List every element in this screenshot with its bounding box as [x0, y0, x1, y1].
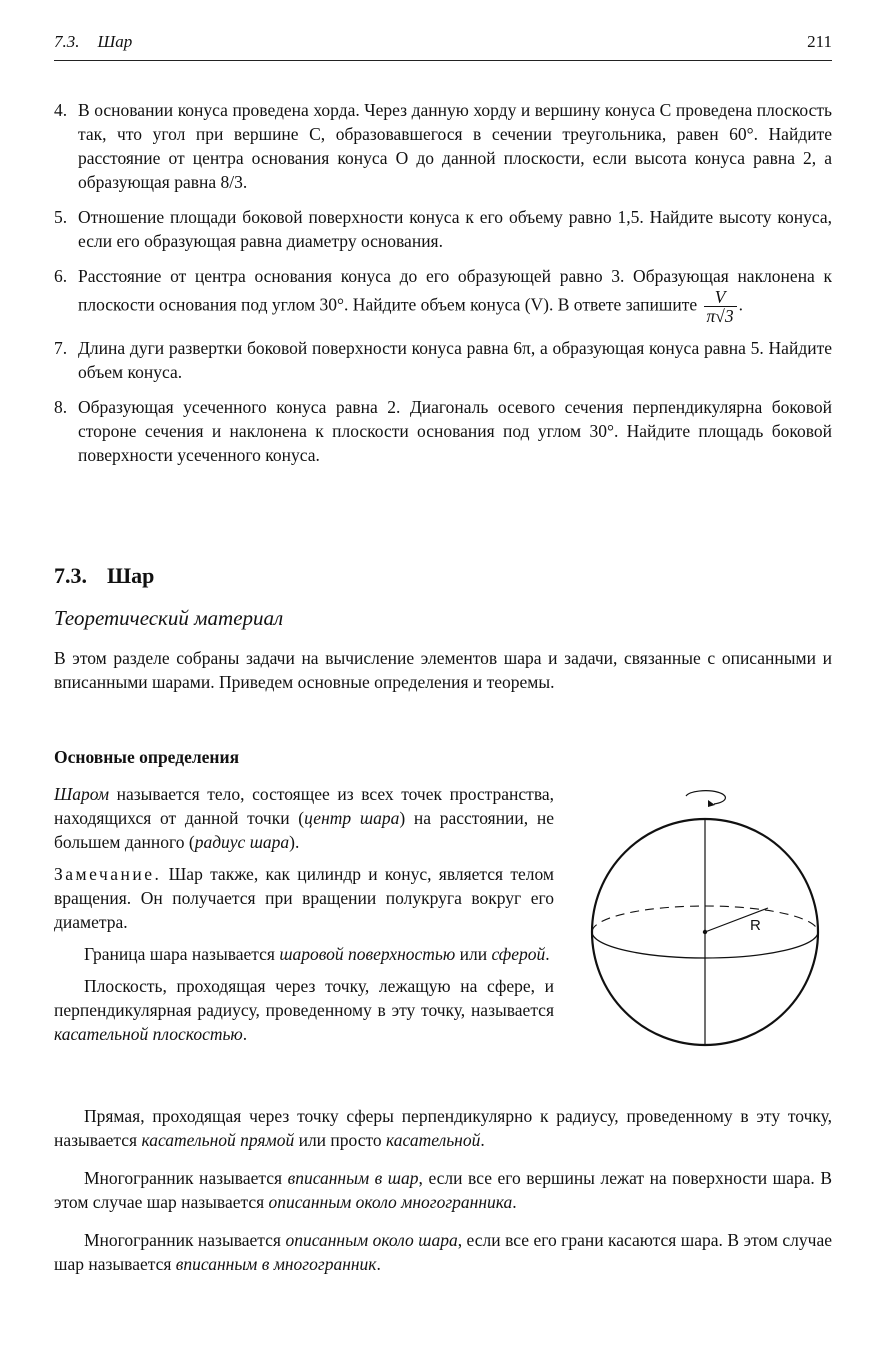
problem-number: 7. — [54, 338, 68, 358]
header-section — [54, 30, 132, 54]
center-point — [703, 930, 707, 934]
remark-label: Замечание. — [54, 864, 162, 884]
header-section-number: 7.3. — [54, 32, 80, 51]
def-text: . — [242, 1024, 248, 1044]
problem-text: Отношение площади боковой поверхности конуса к его объему равно 1,5. Найдите высоту конуса, если его образующая равна диаметру основания. — [78, 207, 832, 251]
term-ball: Шаром — [54, 784, 110, 804]
def-text: или просто — [294, 1130, 387, 1150]
def-text: . — [376, 1254, 381, 1274]
def-text: ) на расстоянии, не большем данного ( — [54, 808, 555, 852]
section-subtitle: Теоретический материал — [54, 606, 284, 630]
remark — [54, 862, 554, 934]
def-text: ). — [289, 832, 300, 852]
problem-text: Длина дуги развертки боковой поверхности конуса равна 6π, а образующая конуса равна 5. Найдите объем конуса. — [78, 338, 832, 382]
def-text: Граница шара называется — [84, 944, 280, 964]
definitions-heading: Основные определения — [54, 747, 240, 767]
problem-number: 8. — [54, 397, 68, 417]
definition-inscribed-polyhedron — [54, 1166, 832, 1214]
intro-paragraph: В этом разделе собраны задачи на вычисление элементов шара и задачи, связанные с описанными и вписанными шарами. Приведем основные определения и теоремы. — [54, 648, 832, 692]
definition-tangent-line — [54, 1104, 832, 1152]
problem-item — [54, 264, 832, 325]
header-section-name: Шар — [97, 32, 133, 51]
radius-label: R — [750, 917, 761, 934]
term-center: центр шара — [304, 808, 400, 828]
def-text: , если все его грани касаются шара. В этом случае шар называется — [54, 1230, 832, 1274]
problem-text-end: . — [738, 294, 744, 315]
def-text: Многогранник называется — [84, 1230, 286, 1250]
problem-item — [54, 336, 832, 384]
def-text: . — [480, 1130, 485, 1150]
def-text: . — [545, 944, 550, 964]
definition-tangent-plane — [54, 974, 554, 1046]
definition-circumscribed-polyhedron — [54, 1228, 832, 1276]
problem-list — [54, 98, 832, 478]
def-text: Прямая, проходящая через точку сферы перпендикулярно к радиусу, проведенному в эту точку, называется — [54, 1106, 832, 1150]
def-text: Многогранник называется — [84, 1168, 288, 1188]
problem-item — [54, 98, 832, 194]
problem-text: В основании конуса проведена хорда. Через данную хорду и вершину конуса C проведена плоскость так, что угол при вершине C, образовавшегося в сечении треугольника, равен 60°. Найдите расстояние от центра основания конуса O до данной плоскости, если высота конуса равна 2, а образующая равна 8/3. — [78, 100, 832, 192]
problem-item — [54, 395, 832, 467]
term-circumscribed-about-polyhedron: описанным около многогранника — [268, 1192, 513, 1212]
section-name: Шар — [107, 563, 155, 588]
problem-number: 4. — [54, 100, 68, 120]
term-inscribed-in-polyhedron: вписанным в многогранник — [175, 1254, 377, 1274]
term-tangent-plane: касательной плоскостью — [54, 1024, 243, 1044]
problem-text: Образующая усеченного конуса равна 2. Диагональ осевого сечения перпендикулярна боковой стороне сечения и наклонена к плоскости основания под углом 30°. Найдите площадь боковой поверхности усеченного конуса. — [78, 397, 832, 465]
rotation-arrow — [686, 791, 725, 804]
definition-ball — [54, 782, 554, 854]
problem-item — [54, 205, 832, 253]
problem-text-main: Расстояние от центра основания конуса до его образующей равно 3. Образующая наклонена к плоскости основания под углом 30°. Найдите объем конуса (V). В ответе запишите — [78, 266, 832, 315]
sphere-diagram — [578, 780, 838, 1080]
problem-text — [78, 264, 832, 325]
term-tangent: касательной — [386, 1130, 481, 1150]
running-header — [54, 30, 832, 61]
section-number: 7.3. — [54, 563, 87, 588]
term-tangent-line: касательной прямой — [141, 1130, 295, 1150]
term-circumscribed-about-ball: описанным около шара — [285, 1230, 458, 1250]
def-text: . — [512, 1192, 517, 1212]
problem-number: 5. — [54, 207, 68, 227]
def-text: или — [455, 944, 492, 964]
term-sphere: сферой — [491, 944, 546, 964]
term-radius: радиус шара — [194, 832, 290, 852]
fraction — [704, 288, 737, 325]
problem-number: 6. — [54, 266, 68, 286]
definitions-column — [54, 782, 554, 1054]
def-text: Плоскость, проходящая через точку, лежащую на сфере, и перпендикулярная радиусу, проведенному в эту точку, называется — [54, 976, 554, 1020]
fraction-denominator: π√3 — [706, 306, 734, 326]
fraction-numerator: V — [704, 288, 737, 307]
section-title — [54, 564, 154, 588]
def-text: , если все его вершины лежат на поверхности шара. В этом случае шар называется — [54, 1168, 832, 1212]
def-text: называется тело, состоящее из всех точек пространства, находящихся от данной точки ( — [54, 784, 554, 828]
term-inscribed-in-ball: вписанным в шар — [287, 1168, 419, 1188]
term-sphere-surface: шаровой поверхностью — [279, 944, 456, 964]
page-number: 211 — [807, 32, 832, 51]
definition-sphere — [54, 942, 554, 966]
sphere-figure — [578, 780, 838, 1080]
remark-text: Шар также, как цилиндр и конус, является телом вращения. Он получается при вращении полукруга вокруг его диаметра. — [54, 864, 554, 932]
